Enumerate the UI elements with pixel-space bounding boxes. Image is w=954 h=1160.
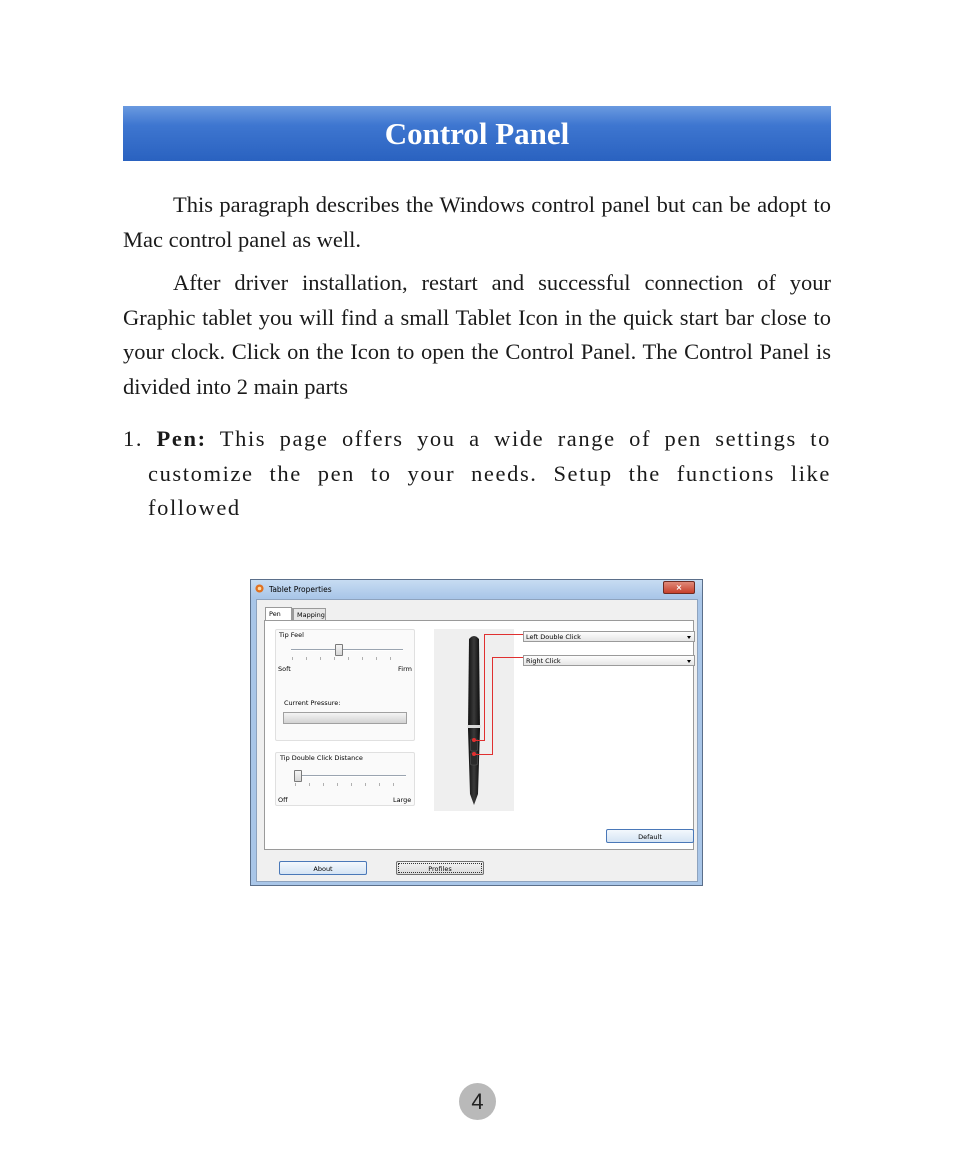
lower-button-marker <box>472 752 476 756</box>
section-header <box>123 106 831 161</box>
leader-lower-h2 <box>474 754 493 755</box>
pen-tab-page <box>264 620 694 850</box>
double-click-ticks <box>295 783 407 786</box>
default-button[interactable]: Default <box>606 829 694 843</box>
double-click-label: Tip Double Click Distance <box>280 754 363 762</box>
dialog-client-area <box>256 599 698 882</box>
upper-button-select[interactable] <box>523 631 695 642</box>
leader-lower-h1 <box>492 657 523 658</box>
current-pressure-label: Current Pressure: <box>284 699 341 707</box>
double-click-min-label: Off <box>278 796 288 804</box>
tip-feel-max-label: Firm <box>398 665 412 673</box>
close-button[interactable]: × <box>663 581 695 594</box>
leader-upper-v <box>484 634 485 740</box>
chevron-down-icon <box>687 636 691 639</box>
leader-upper-h2 <box>484 634 518 635</box>
tip-feel-label: Tip Feel <box>279 631 304 639</box>
dialog-title: Tablet Properties <box>269 585 332 594</box>
list-description: This page offers you a wide range of pen settings to customize the pen to your needs. Setup the functions like followed <box>148 426 831 520</box>
upper-button-marker <box>472 738 476 742</box>
tip-feel-slider[interactable] <box>335 644 343 656</box>
lower-button-select[interactable] <box>523 655 695 666</box>
page-number: 4 <box>459 1083 496 1120</box>
tablet-app-icon <box>255 584 264 593</box>
list-term: Pen: <box>156 426 207 451</box>
dialog-titlebar <box>251 580 702 598</box>
tip-feel-ticks <box>292 657 404 660</box>
tablet-properties-dialog <box>250 579 703 886</box>
list-number: 1. <box>123 426 144 451</box>
list-item-pen <box>123 422 831 526</box>
double-click-slider[interactable] <box>294 770 302 782</box>
profiles-button[interactable]: Profiles <box>396 861 484 875</box>
tip-feel-min-label: Soft <box>278 665 291 673</box>
tip-feel-group <box>275 629 415 741</box>
double-click-max-label: Large <box>393 796 412 804</box>
upper-button-value: Left Double Click <box>526 633 581 641</box>
tip-feel-track <box>291 649 403 651</box>
leader-lower-v <box>492 657 493 755</box>
double-click-track <box>294 775 406 777</box>
instructions-paragraph: After driver installation, restart and successful connection of your Graphic tablet you will find a small Tablet Icon in the quick start bar close to your clock. Click on the Icon to open the Control Panel. The Control Panel is divided into 2 main parts <box>123 270 831 399</box>
section-title: Control Panel <box>384 115 570 151</box>
lower-button-value: Right Click <box>526 657 561 665</box>
current-pressure-bar <box>283 712 407 724</box>
intro-paragraph: This paragraph describes the Windows control panel but can be adopt to Mac control panel as well. <box>123 192 831 252</box>
tab-pen[interactable]: Pen <box>265 607 292 621</box>
tab-mapping[interactable]: Mapping <box>293 608 326 620</box>
chevron-down-icon <box>687 660 691 663</box>
about-button[interactable]: About <box>279 861 367 875</box>
